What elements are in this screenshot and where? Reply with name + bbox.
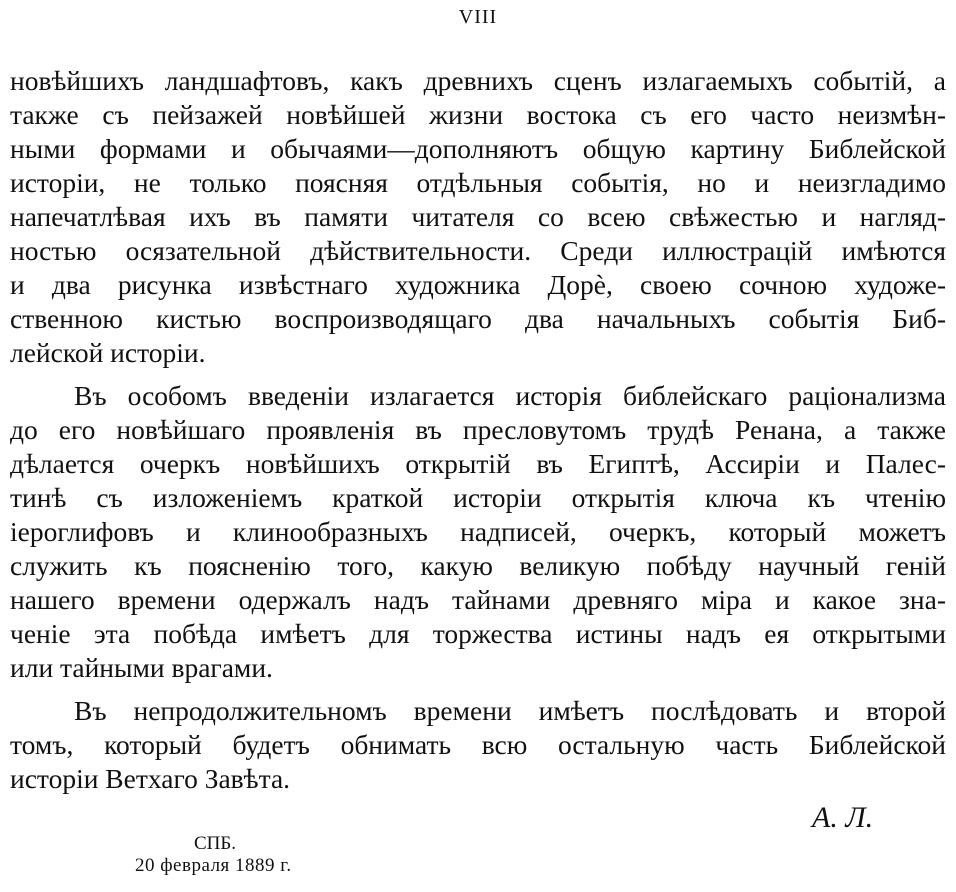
paragraph-1-line-3: ными формами и обычаями—дополняютъ общую картину Библейской — [10, 133, 946, 164]
paragraph-1-line-1: новѣйшихъ ландшафтовъ, какъ древнихъ сценъ излагаемыхъ событій, а — [10, 65, 946, 96]
paragraph-2-line-5: іероглифовъ и клинообразныхъ надписей, очеркъ, который можетъ — [10, 516, 946, 547]
paragraph-2-line-6: служить къ поясненію того, какую великую побѣду научный геній — [10, 550, 946, 581]
paragraph-1-line-6: ностью осязательной дѣйствительности. Среди иллюстрацій имѣются — [10, 235, 946, 266]
paragraph-3-line-1: Въ непродолжительномъ времени имѣетъ послѣдовать и второй — [74, 695, 946, 726]
author-signature: А. Л. — [812, 801, 874, 834]
paragraph-1-line-2: также съ пейзажей новѣйшей жизни востока съ его часто неизмѣн- — [10, 99, 946, 130]
paragraph-1-line-7: и два рисунка извѣстнаго художника Дорѐ, своею сочною художе- — [10, 269, 946, 300]
paragraph-2-line-3: дѣлается очеркъ новѣйшихъ открытій въ Египтѣ, Ассиріи и Палес- — [10, 448, 946, 479]
paragraph-3-line-2: томъ, который будетъ обнимать всю остальную часть Библейской — [10, 729, 946, 760]
paragraph-3-line-3: исторіи Ветхаго Завѣта. — [10, 763, 291, 794]
paragraph-1-line-9: лейской исторіи. — [10, 337, 206, 368]
paragraph-1-line-8: ственною кистью воспроизводящаго два начальныхъ событія Биб- — [10, 303, 946, 334]
paragraph-2-line-1: Въ особомъ введеніи излагается исторія библейскаго раціонализма — [74, 380, 946, 411]
paragraph-2-line-7: нашего времени одержалъ надъ тайнами древняго міра и какое зна- — [10, 584, 946, 615]
paragraph-1-line-4: исторіи, не только поясняя отдѣльныя событія, но и неизгладимо — [10, 167, 946, 198]
paragraph-2-line-8: ченіе эта побѣда имѣетъ для торжества истины надъ ея открытыми — [10, 618, 946, 649]
page-number: VIII — [458, 6, 498, 28]
paragraph-2-line-2: до его новѣйшаго проявленія въ пресловутомъ трудѣ Ренана, а также — [10, 414, 946, 445]
paragraph-1-line-5: напечатлѣвая ихъ въ памяти читателя со всею свѣжестью и нагляд- — [10, 201, 946, 232]
paragraph-2-line-4: тинѣ съ изложеніемъ краткой исторіи открытія ключа къ чтенію — [10, 482, 946, 513]
paragraph-2-line-9: или тайными врагами. — [10, 652, 273, 683]
place-of-publication: СПБ. — [194, 833, 237, 854]
publication-date: 20 февраля 1889 г. — [135, 855, 292, 876]
